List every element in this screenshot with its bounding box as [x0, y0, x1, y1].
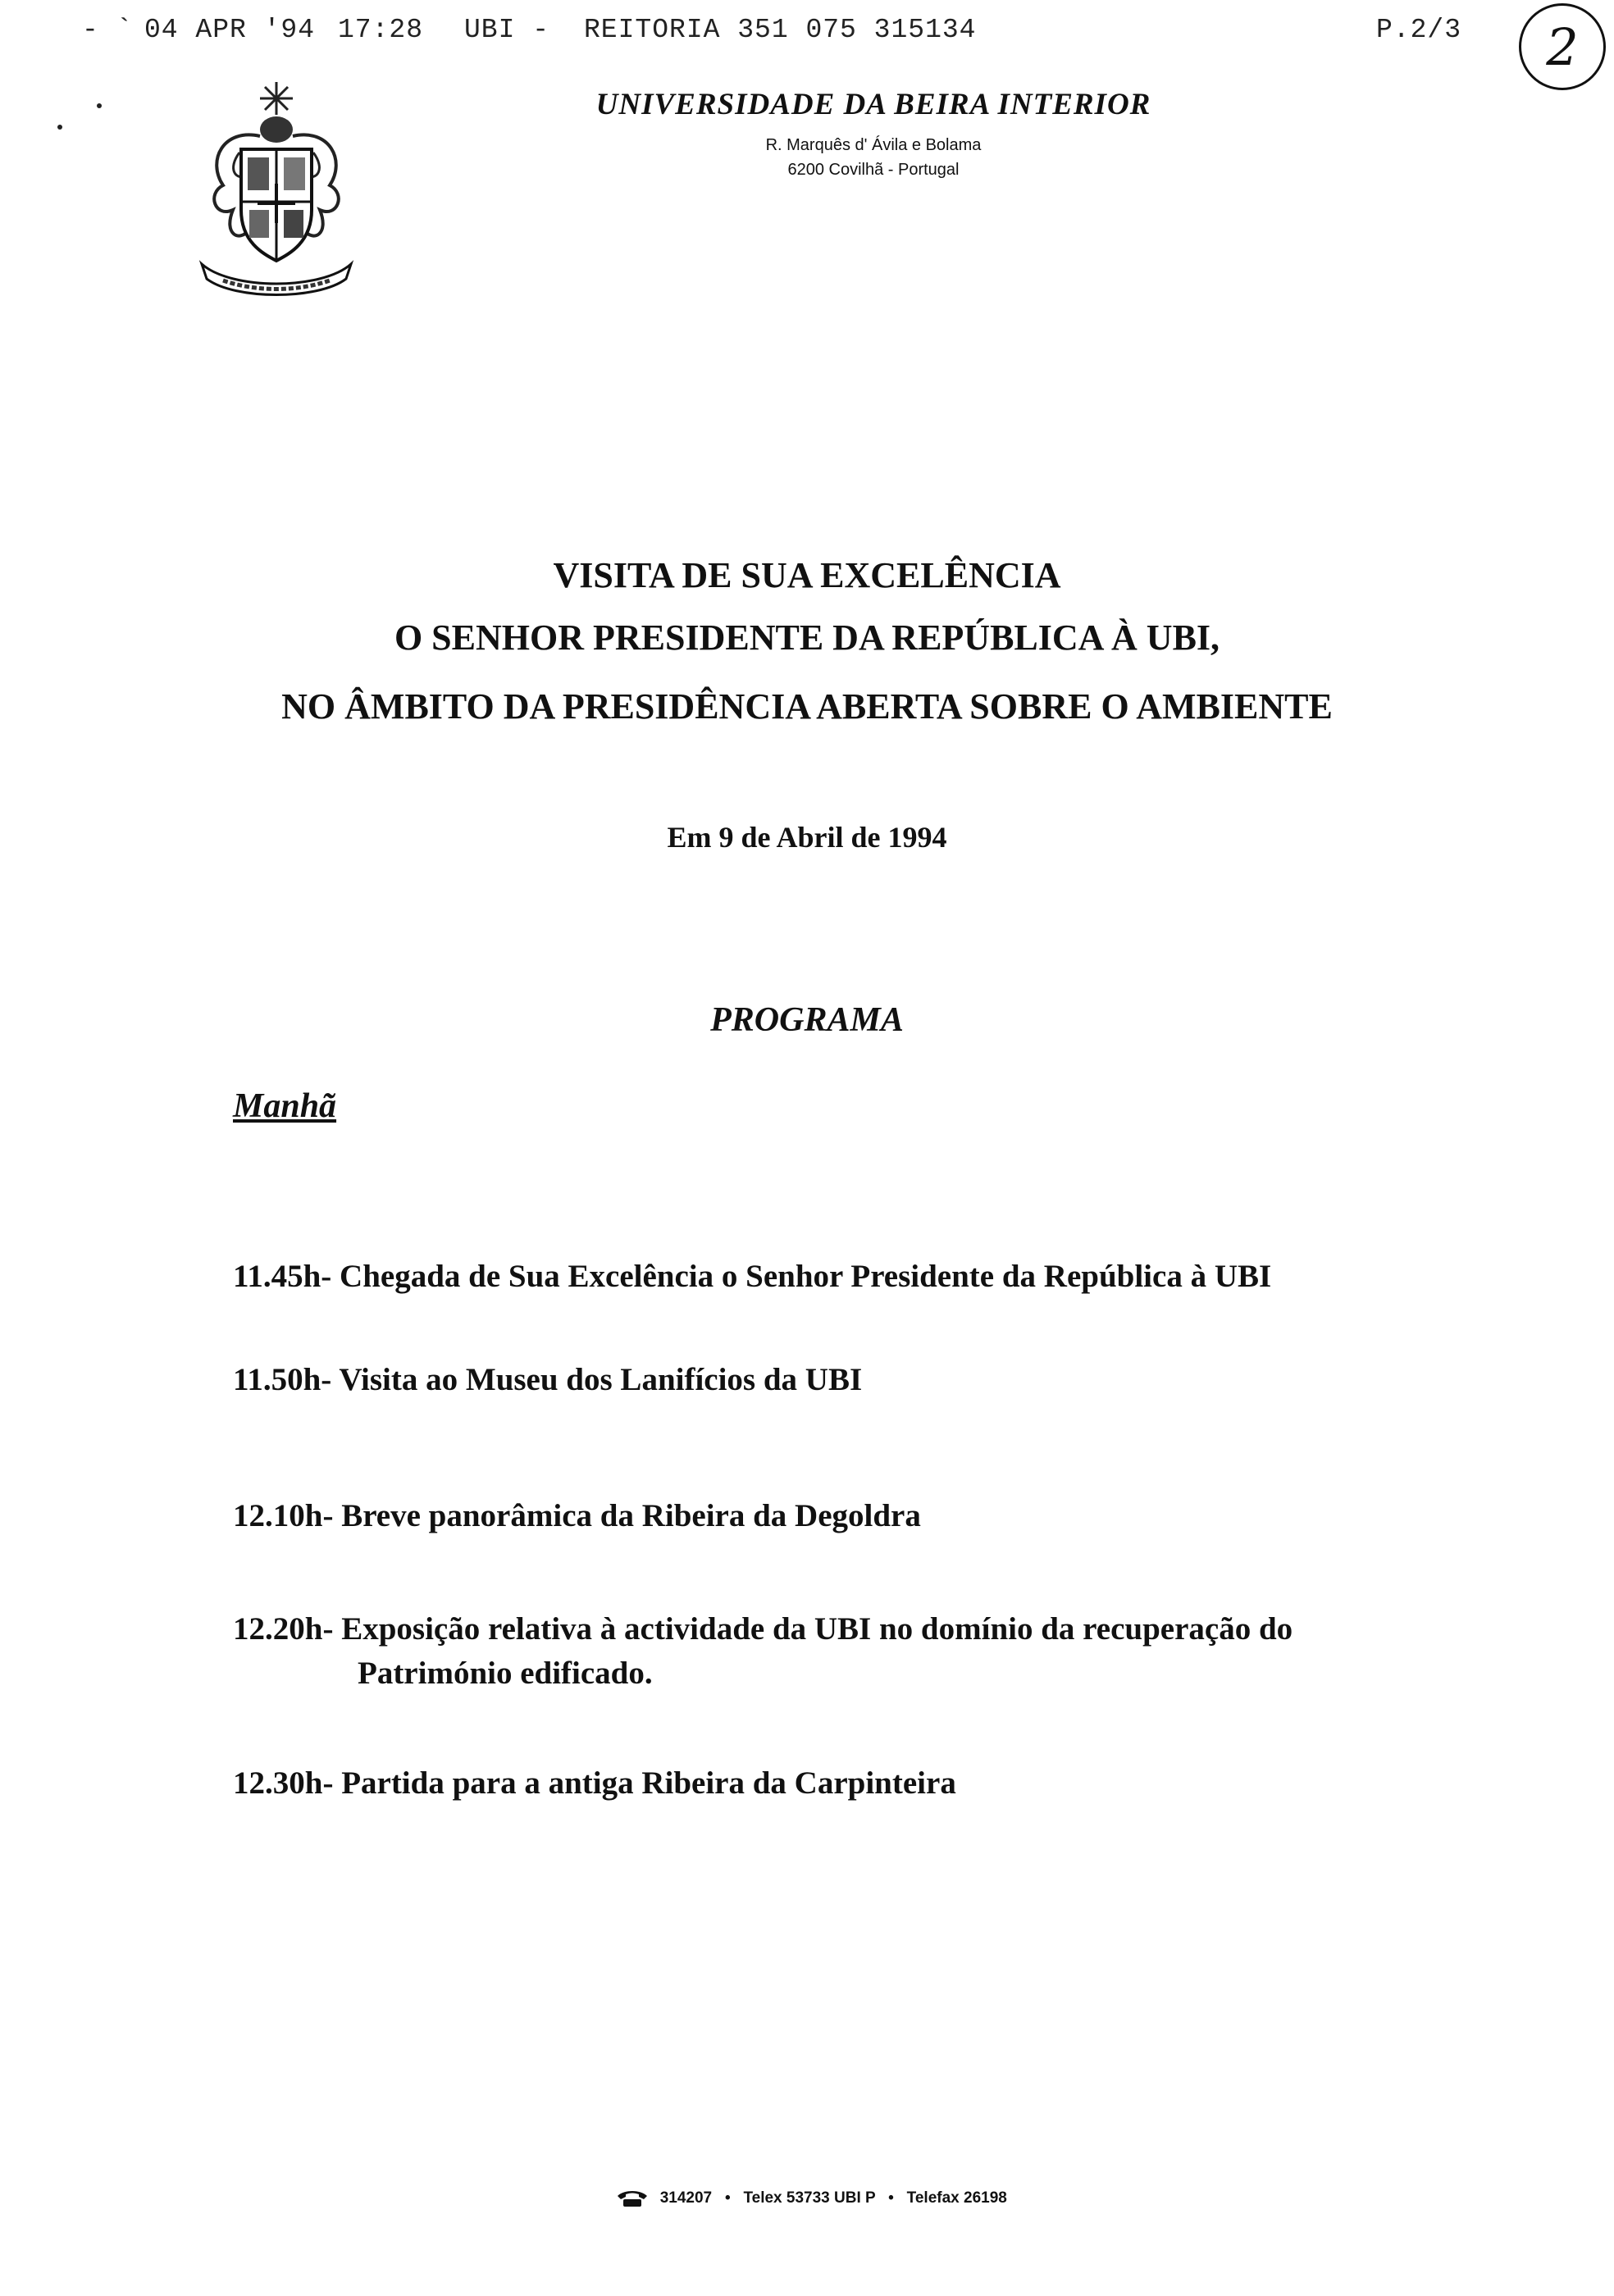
section-heading-morning: Manhã [233, 1087, 337, 1125]
footer-telefax: Telefax 26198 [906, 2189, 1007, 2207]
title-line-2: O SENHOR PRESIDENTE DA REPÚBLICA À UBI, [394, 617, 1220, 658]
title-line-3: NO ÂMBITO DA PRESIDÊNCIA ABERTA SOBRE O AMBIENTE [281, 686, 1333, 727]
schedule-text: Visita ao Museu dos Lanifícios da UBI [339, 1362, 863, 1397]
schedule-text: Chegada de Sua Excelência o Senhor Presidente da República à UBI [340, 1259, 1272, 1294]
event-date: Em 9 de Abril de 1994 [667, 821, 947, 854]
program-heading: PROGRAMA [710, 1001, 904, 1039]
schedule-time: 11.50h- [233, 1362, 332, 1397]
schedule-item [233, 1494, 1406, 1538]
scan-speck [57, 125, 62, 130]
fax-header [0, 15, 1614, 56]
handwritten-page-number: 2 [1519, 3, 1606, 90]
title-line-1: VISITA DE SUA EXCELÊNCIA [553, 555, 1061, 595]
schedule-time: 11.45h- [233, 1259, 332, 1294]
fax-time: 17:28 [338, 15, 424, 45]
schedule-item [233, 1358, 1406, 1402]
schedule-item [233, 1255, 1406, 1299]
footer-contacts: 314207 • Telex 53733 UBI P • Telefax 26198 [0, 2171, 1614, 2207]
schedule-item [233, 1761, 1406, 1806]
university-name: UNIVERSIDADE DA BEIRA INTERIOR [595, 88, 1151, 121]
schedule-time: 12.20h- [233, 1611, 334, 1647]
schedule-time: 12.10h- [233, 1498, 334, 1533]
schedule-item [233, 1607, 1406, 1696]
telephone-icon [616, 2189, 649, 2207]
fax-date: 04 APR '94 [144, 15, 316, 45]
schedule-time: 12.30h- [233, 1765, 334, 1801]
schedule-text: Partida para a antiga Ribeira da Carpinteira [341, 1765, 956, 1801]
schedule-text: Exposição relativa à actividade da UBI no domínio da recuperação do [341, 1611, 1293, 1647]
university-crest [190, 79, 362, 297]
fax-office-number: REITORIA 351 075 315134 [584, 15, 977, 45]
scan-speck [97, 103, 102, 108]
schedule-text: Breve panorâmica da Ribeira da Degoldra [341, 1498, 921, 1533]
address-line-1: R. Marquês d' Ávila e Bolama [765, 136, 982, 154]
footer-phone: 314207 [659, 2189, 713, 2207]
fax-mark: - ` [82, 15, 134, 45]
schedule-text-continuation: Património edificado. [358, 1656, 653, 1691]
fax-sender: UBI - [464, 15, 550, 45]
fax-page: P.2/3 [1376, 15, 1462, 45]
footer-telex: Telex 53733 UBI P [743, 2189, 876, 2207]
address-line-2: 6200 Covilhã - Portugal [787, 161, 960, 179]
